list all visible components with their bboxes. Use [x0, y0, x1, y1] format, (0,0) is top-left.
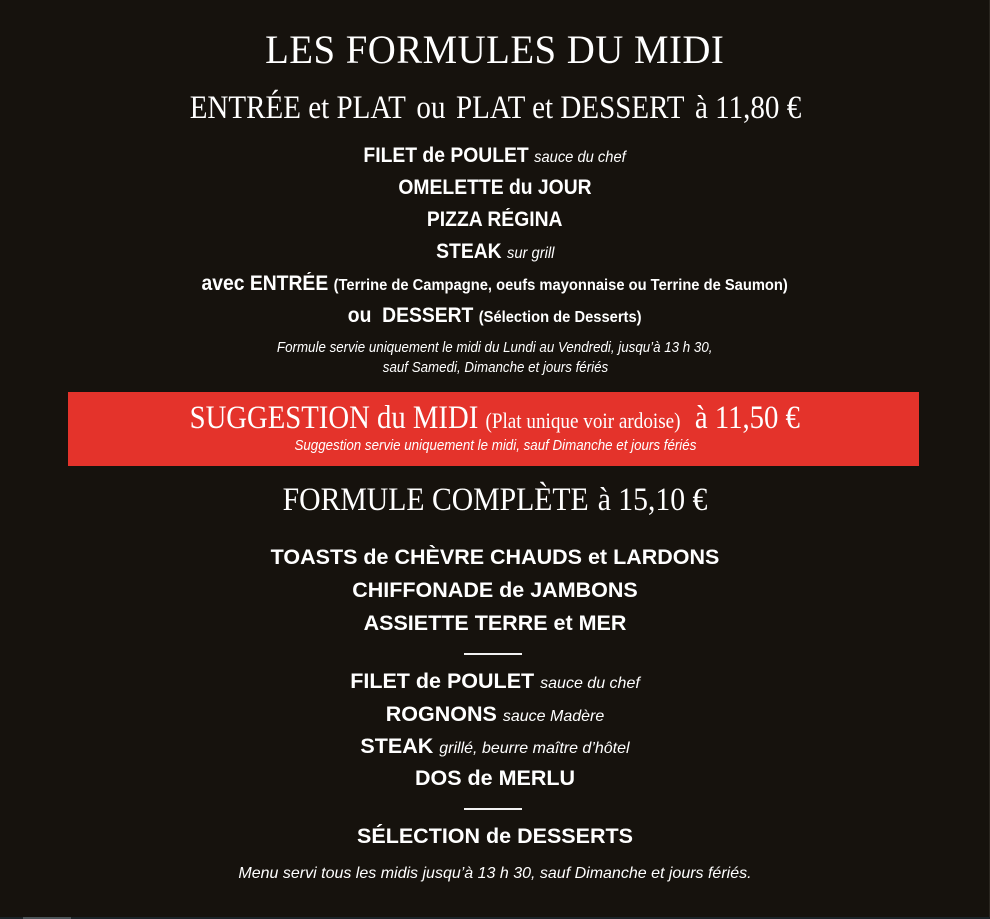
plat-item: FILET de POULET sauce du chef [363, 144, 627, 167]
footer-note: Menu servi tous les midis jusqu’à 13 h 30, sauf Dimanche et jours fériés. [238, 865, 752, 882]
formule-or: ou [415, 90, 445, 126]
formule-midi-note-2: sauf Samedi, Dimanche et jours fériés [382, 360, 608, 376]
formule-midi-heading [0, 90, 990, 127]
plat-item: FILET de POULET sauce du chef [350, 669, 640, 693]
entree-options: avec ENTRÉE (Terrine de Campagne, oeufs mayonnaise ou Terrine de Saumon) [201, 272, 789, 295]
dessert-options: ou DESSERT (Sélection de Desserts) [348, 304, 642, 327]
plat-item: PIZZA RÉGINA [427, 208, 563, 231]
plat-item: STEAK sur grill [435, 240, 555, 263]
formule-midi-price: à 11,80 € [694, 90, 801, 126]
formule-midi-note-1: Formule servie uniquement le midi du Lundi au Vendredi, jusqu’à 13 h 30, [277, 340, 713, 356]
plat-item: DOS de MERLU [414, 766, 576, 790]
formule-complete-heading: FORMULE COMPLÈTE à 15,10 € [282, 482, 708, 518]
plat-item: OMELETTE du JOUR [398, 176, 592, 199]
entree-item: TOASTS de CHÈVRE CHAUDS et LARDONS [270, 545, 720, 569]
section-divider [464, 653, 522, 655]
suggestion-heading: SUGGESTION du MIDI (Plat unique voir ardoise) à 11,50 € [189, 400, 801, 436]
entree-item: CHIFFONADE de JAMBONS [352, 578, 638, 602]
plat-item: STEAK grillé, beurre maître d’hôtel [360, 734, 630, 758]
formule-part2: PLAT et DESSERT [455, 90, 685, 126]
plat-item: ROGNONS sauce Madère [385, 702, 605, 726]
entree-item: ASSIETTE TERRE et MER [363, 611, 627, 635]
menu-title: LES FORMULES DU MIDI [265, 27, 725, 72]
suggestion-note: Suggestion servie uniquement le midi, sauf Dimanche et jours fériés [294, 438, 696, 454]
formule-part1: ENTRÉE et PLAT [189, 90, 406, 126]
desserts-item: SÉLECTION de DESSERTS [357, 824, 633, 848]
section-divider [464, 808, 522, 810]
formule-complete-price: à 15,10 € [597, 482, 708, 518]
suggestion-price: à 11,50 € [695, 400, 801, 436]
